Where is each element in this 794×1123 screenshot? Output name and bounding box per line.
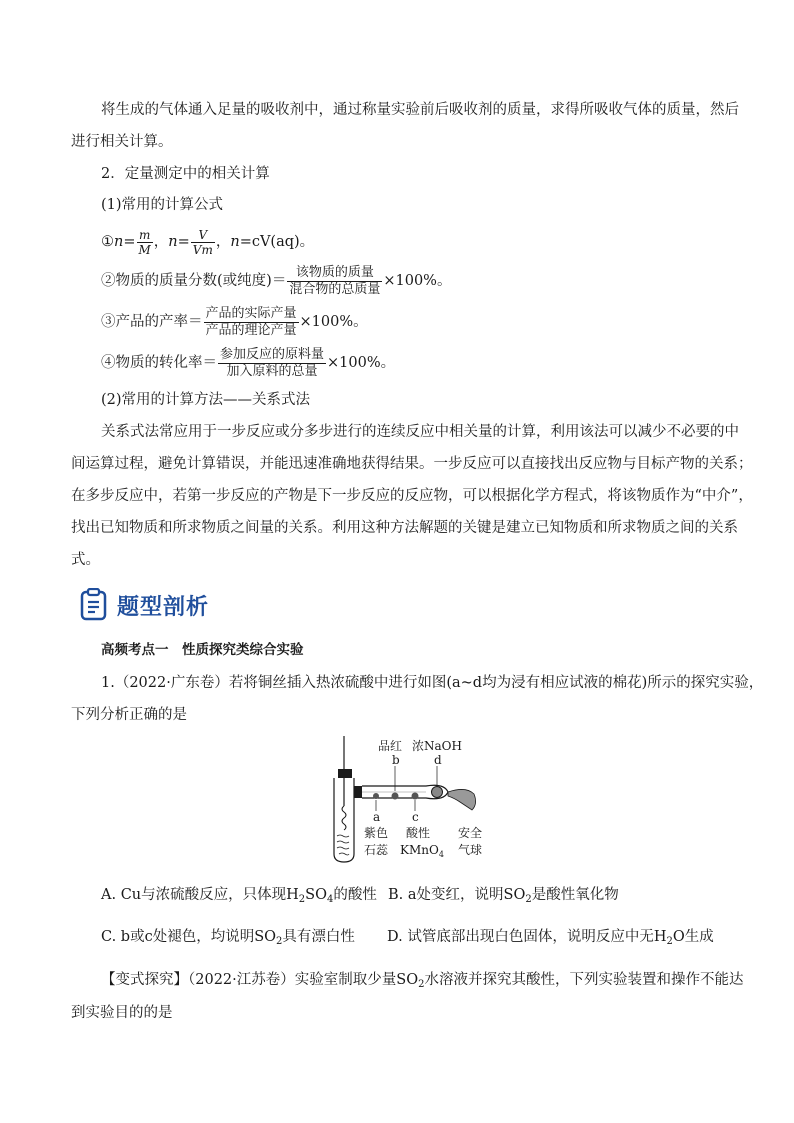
method-subheading: (2)常用的计算方法——关系式法 bbox=[101, 392, 311, 408]
topic-heading bbox=[101, 640, 304, 660]
intro-line-2: 进行相关计算。 bbox=[71, 134, 173, 150]
formula-3-prefix: ③产品的产率＝ bbox=[101, 314, 203, 330]
formula-1-sep2: ， bbox=[215, 234, 231, 250]
formula-1 bbox=[101, 222, 314, 262]
formula-1-n2: n bbox=[168, 234, 178, 250]
fraction-denominator: 加入原料的总量 bbox=[218, 363, 326, 380]
paragraph-line-2: 间运算过程，避免计算错误，并能迅速准确地获得结果。一步反应可以直接找出反应物与目标产物的关系； bbox=[71, 456, 753, 472]
fraction-V-over-Vm bbox=[191, 228, 215, 257]
cotton-b bbox=[392, 793, 399, 800]
safety-balloon bbox=[448, 789, 476, 810]
option-b: B. a处变红，说明$SO_2$是酸性氧化物 bbox=[388, 887, 619, 905]
fraction-yield bbox=[204, 306, 299, 339]
label-kmno4: KMnO$_4$ bbox=[400, 843, 444, 859]
fraction-m-over-M bbox=[137, 228, 153, 257]
paragraph-line-5: 式。 bbox=[71, 552, 100, 568]
stopper bbox=[338, 769, 352, 778]
formula-subheading: (1)常用的计算公式 bbox=[101, 197, 224, 213]
formula-2 bbox=[101, 263, 451, 299]
formula-3-suffix: ×100%。 bbox=[299, 314, 368, 330]
label-c: c bbox=[412, 810, 419, 824]
fraction-numerator: 参加反应的原料量 bbox=[220, 346, 325, 362]
variant-line-2: 到实验目的的是 bbox=[71, 1005, 173, 1021]
apparatus-figure bbox=[326, 736, 496, 866]
label-safety-1: 安全 bbox=[458, 826, 483, 840]
formula-3 bbox=[101, 304, 368, 340]
label-naoh: 浓NaOH bbox=[412, 739, 462, 753]
fraction-denominator: 产品的理论产量 bbox=[205, 322, 297, 338]
label-safety-2: 气球 bbox=[458, 843, 483, 857]
formula-4 bbox=[101, 345, 395, 381]
option-a: A. Cu与浓硫酸反应，只体现$H_2SO_4$的酸性 bbox=[101, 887, 377, 905]
label-a: a bbox=[373, 810, 381, 824]
paragraph-line-4: 找出已知物质和所求物质之间量的关系。利用这种方法解题的关键是建立已知物质和所求物质之间的关系 bbox=[71, 520, 738, 536]
topic-text: 高频考点一 性质探究类综合实验 bbox=[101, 642, 304, 658]
label-d: d bbox=[434, 753, 442, 767]
fraction-numerator: V bbox=[198, 227, 208, 242]
fraction-denominator: Vm bbox=[192, 242, 213, 257]
formula-1-n3: n bbox=[230, 234, 240, 250]
label-purple-2: 石蕊 bbox=[364, 843, 389, 857]
formula-1-n1: n bbox=[114, 234, 124, 250]
formula-2-suffix: ×100%。 bbox=[383, 273, 452, 289]
fraction-denominator: 混合物的总质量 bbox=[289, 281, 381, 297]
option-d: D. 试管底部出现白色固体，说明反应中无$H_2O$生成 bbox=[387, 929, 714, 947]
formula-1-eq2: = bbox=[177, 234, 190, 250]
question-1-line-1: 1.（2022·广东卷）若将铜丝插入热浓硫酸中进行如图(a~d均为浸有相应试液的棉花)所示的探究实验， bbox=[101, 675, 764, 691]
fraction-numerator: 该物质的质量 bbox=[295, 264, 374, 280]
section-2-heading: 2．定量测定中的相关计算 bbox=[101, 166, 270, 182]
formula-4-suffix: ×100%。 bbox=[327, 355, 396, 371]
fraction-numerator: 产品的实际产量 bbox=[205, 305, 297, 321]
formula-1-rest: =cV(aq)。 bbox=[239, 234, 315, 250]
formula-2-prefix: ②物质的质量分数(或纯度)＝ bbox=[101, 273, 287, 289]
option-c: C. b或c处褪色，均说明$SO_2$具有漂白性 bbox=[101, 929, 355, 947]
cotton-c bbox=[412, 793, 419, 800]
fraction-conversion bbox=[218, 347, 326, 380]
fraction-denominator: M bbox=[138, 242, 151, 257]
formula-4-prefix: ④物质的转化率＝ bbox=[101, 355, 217, 371]
paragraph-line-1: 关系式法常应用于一步反应或分多步进行的连续反应中相关量的计算，利用该法可以减少不必要的中 bbox=[101, 424, 739, 440]
label-acidic: 酸性 bbox=[406, 826, 431, 840]
label-b: b bbox=[392, 753, 400, 767]
label-purple-1: 紫色 bbox=[364, 826, 389, 840]
paragraph-line-3: 在多步反应中，若第一步反应的产物是下一步反应的反应物，可以根据化学方程式，将该物质作为“中介”， bbox=[71, 488, 753, 504]
fraction-mass-fraction bbox=[287, 265, 382, 298]
connector bbox=[354, 786, 362, 798]
section-title: 题型剖析 bbox=[117, 594, 210, 620]
label-pinhong: 品红 bbox=[378, 739, 403, 753]
formula-1-sep1: ， bbox=[153, 234, 169, 250]
fraction-numerator: m bbox=[138, 227, 151, 242]
intro-line-1: 将生成的气体通入足量的吸收剂中，通过称量实验前后吸收剂的质量，求得所吸收气体的质量，然后 bbox=[101, 102, 739, 118]
cotton-a bbox=[373, 793, 379, 799]
formula-1-marker: ① bbox=[101, 234, 114, 250]
question-1-line-2: 下列分析正确的是 bbox=[71, 707, 187, 723]
section-header bbox=[79, 585, 209, 625]
formula-1-eq1: = bbox=[123, 234, 136, 250]
clipboard-icon bbox=[79, 588, 109, 622]
cotton-d bbox=[432, 787, 443, 798]
variant-line-1: 【变式探究】（2022·江苏卷）实验室制取少量$SO_2$水溶液并探究其酸性，下列实验装置和操作不能达 bbox=[101, 972, 744, 990]
